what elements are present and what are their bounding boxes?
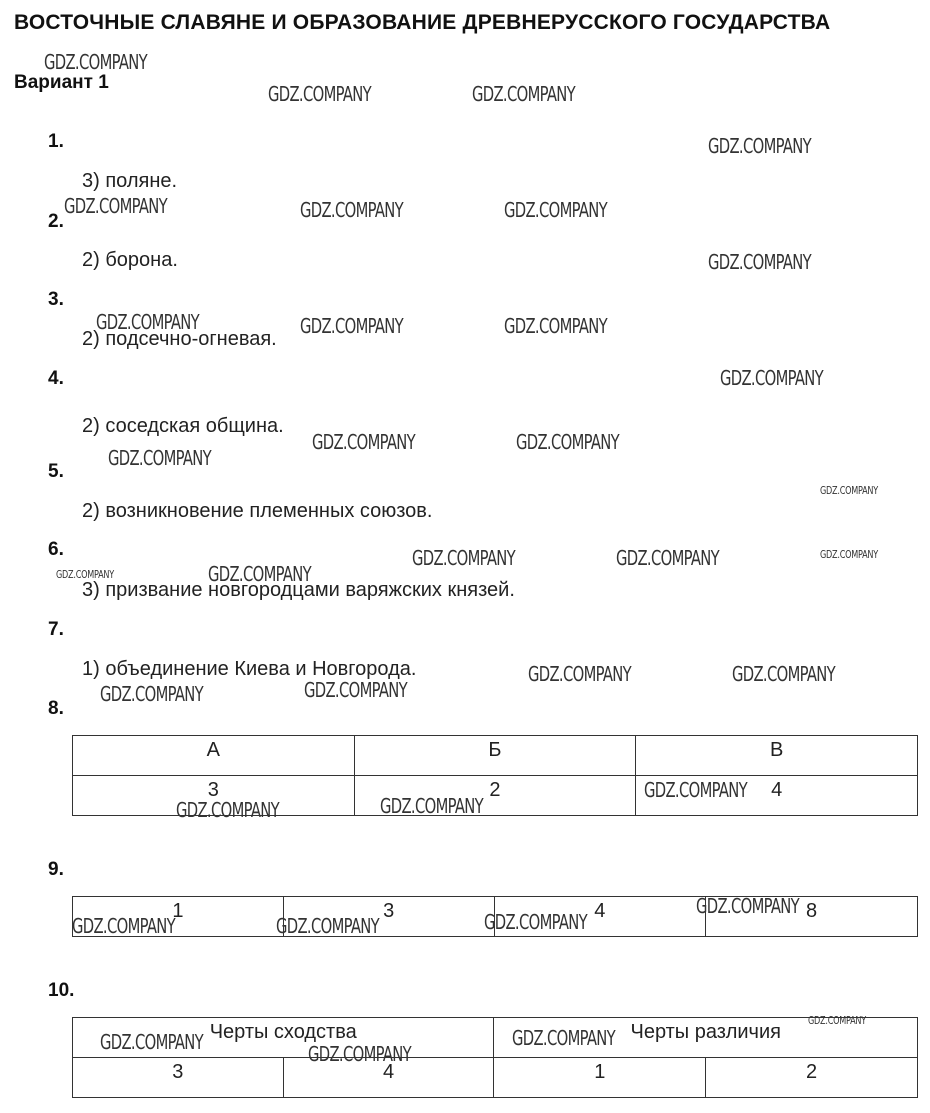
watermark: GDZ.COMPANY	[108, 446, 212, 470]
question-number-8: 8.	[48, 698, 64, 719]
table-header-cell: В	[636, 736, 918, 776]
table-header-cell-differences: Черты различия	[494, 1018, 918, 1058]
watermark: GDZ.COMPANY	[512, 1026, 616, 1050]
question-number-6: 6.	[48, 539, 64, 560]
answer-3: 2) подсечно-огневая.	[82, 328, 277, 350]
watermark: GDZ.COMPANY	[300, 314, 404, 338]
watermark: GDZ.COMPANY	[732, 662, 836, 686]
watermark: GDZ.COMPANY	[504, 314, 608, 338]
table-cell: 3	[283, 897, 494, 937]
table-header-cell-similarities: Черты сходства	[73, 1018, 494, 1058]
answer-2: 2) борона.	[82, 249, 178, 271]
watermark: GDZ.COMPANY	[64, 194, 168, 218]
watermark: GDZ.COMPANY	[380, 794, 484, 818]
watermark: GDZ.COMPANY	[484, 910, 588, 934]
answer-7: 1) объединение Киева и Новгорода.	[82, 658, 417, 680]
answer-4: 2) соседская община.	[82, 415, 284, 437]
question-number-7: 7.	[48, 619, 64, 640]
table-cell: 1	[73, 897, 284, 937]
table-cell: 4	[636, 776, 918, 816]
table-row	[73, 897, 918, 937]
watermark: GDZ.COMPANY	[100, 1030, 204, 1054]
watermark: GDZ.COMPANY	[820, 548, 878, 561]
watermark: GDZ.COMPANY	[472, 82, 576, 106]
table-row	[73, 776, 918, 816]
table-cell: 8	[706, 897, 918, 937]
watermark: GDZ.COMPANY	[208, 562, 312, 586]
watermark: GDZ.COMPANY	[56, 568, 114, 581]
answer-5: 2) возникновение племенных союзов.	[82, 500, 433, 522]
table-cell: 1	[494, 1058, 706, 1098]
table-header-cell: А	[73, 736, 355, 776]
watermark: GDZ.COMPANY	[708, 134, 812, 158]
watermark: GDZ.COMPANY	[176, 798, 280, 822]
answer-6: 3) призвание новгородцами варяжских князей.	[82, 579, 515, 601]
answer-table-8	[72, 735, 918, 816]
watermark: GDZ.COMPANY	[808, 1014, 866, 1027]
answer-table-10	[72, 1017, 918, 1098]
table-cell: 2	[706, 1058, 918, 1098]
question-number-2: 2.	[48, 211, 64, 232]
watermark: GDZ.COMPANY	[100, 682, 204, 706]
table-cell: 3	[73, 776, 355, 816]
table-row	[73, 736, 918, 776]
watermark: GDZ.COMPANY	[720, 366, 824, 390]
table-header-cell: Б	[354, 736, 636, 776]
watermark: GDZ.COMPANY	[644, 778, 748, 802]
answer-1: 3) поляне.	[82, 170, 178, 192]
watermark: GDZ.COMPANY	[312, 430, 416, 454]
question-number-3: 3.	[48, 289, 64, 310]
page-title: ВОСТОЧНЫЕ СЛАВЯНЕ И ОБРАЗОВАНИЕ ДРЕВНЕРУССКОГО ГОСУДАРСТВА	[14, 11, 831, 34]
watermark: GDZ.COMPANY	[276, 914, 380, 938]
watermark: GDZ.COMPANY	[96, 310, 200, 334]
table-row	[73, 1058, 918, 1098]
watermark: GDZ.COMPANY	[616, 546, 720, 570]
answer-table-9	[72, 896, 918, 937]
watermark: GDZ.COMPANY	[308, 1042, 412, 1066]
watermark: GDZ.COMPANY	[528, 662, 632, 686]
table-cell: 2	[354, 776, 636, 816]
question-number-10: 10.	[48, 980, 75, 1001]
table-row	[73, 1018, 918, 1058]
question-number-4: 4.	[48, 368, 64, 389]
watermark: GDZ.COMPANY	[504, 198, 608, 222]
watermark: GDZ.COMPANY	[708, 250, 812, 274]
watermark: GDZ.COMPANY	[44, 50, 148, 74]
variant-label: Вариант 1	[14, 72, 109, 93]
question-number-5: 5.	[48, 461, 64, 482]
table-cell: 3	[73, 1058, 284, 1098]
watermark: GDZ.COMPANY	[516, 430, 620, 454]
watermark: GDZ.COMPANY	[696, 894, 800, 918]
watermark: GDZ.COMPANY	[300, 198, 404, 222]
table-cell: 4	[494, 897, 706, 937]
watermark: GDZ.COMPANY	[268, 82, 372, 106]
watermark: GDZ.COMPANY	[304, 678, 408, 702]
question-number-9: 9.	[48, 859, 64, 880]
question-number-1: 1.	[48, 131, 64, 152]
watermark: GDZ.COMPANY	[820, 484, 878, 497]
watermark: GDZ.COMPANY	[412, 546, 516, 570]
watermark: GDZ.COMPANY	[72, 914, 176, 938]
table-cell: 4	[283, 1058, 494, 1098]
